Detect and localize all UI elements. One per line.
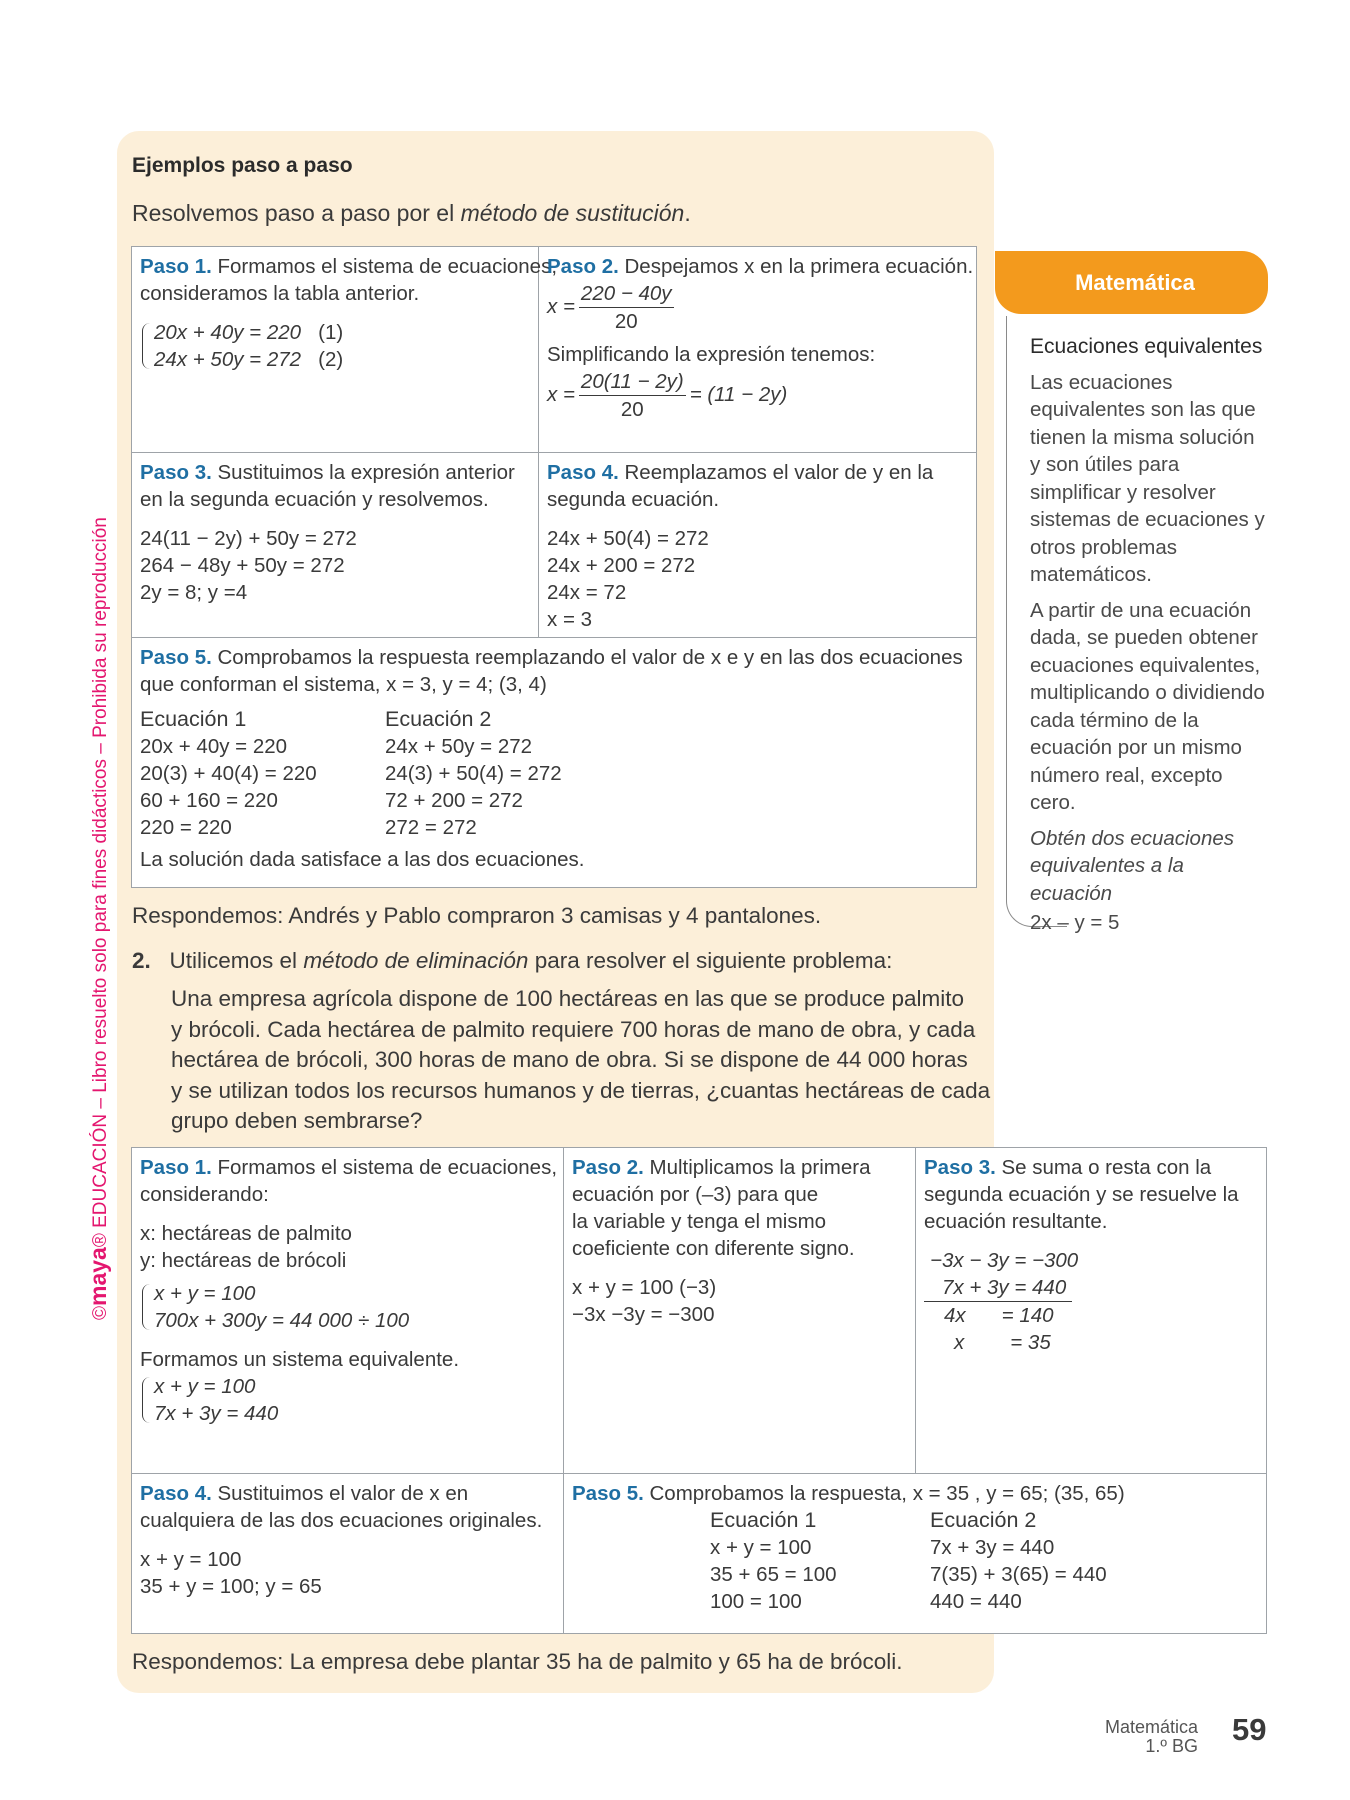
- answer-2: Respondemos: La empresa debe plantar 35 ha de palmito y 65 ha de brócoli.: [132, 1649, 903, 1674]
- t2-step-1: Paso 1. Formamos el sistema de ecuaciones, considerando: x: hectáreas de palmito y: hectáreas de brócoli x + y = 100 700x + 300y = 44 000 ÷ 100 Formamos un sistema equivalente. x + y = 100 7x + 3y = 440: [132, 1148, 564, 1474]
- problem-2-statement: Una empresa agrícola dispone de 100 hectáreas en las que se produce palmito y brócoli. Cada hectárea de palmito requiere 700 horas de mano de obra, y cada hectárea de brócoli, 300 horas de mano de obra. Si se dispone de 44 000 horas y se utilizan todos los recursos humanos y de tierras, ¿cuantas hectáreas de cada grupo deben sembrarse?: [171, 986, 991, 1133]
- sidebar-paragraph-1: Las ecuaciones equivalentes son las que tienen la misma solución y son útiles para simplificar y resolver sistemas de ecuaciones y otros problemas matemáticos.: [1030, 370, 1265, 586]
- t1-system: 20x + 40y = 220 (1) 24x + 50y = 272 (2): [140, 319, 530, 373]
- footer-subject: Matemática 1.º BG: [1104, 1717, 1198, 1756]
- elimination-table: [131, 1147, 1267, 1634]
- sidebar-title: Ecuaciones equivalentes: [1030, 335, 1263, 358]
- intro-text: Resolvemos paso a paso por el método de sustitución.: [132, 200, 691, 226]
- t1-eq2-column: Ecuación 2 24x + 50y = 272 24(3) + 50(4) = 272 72 + 200 = 272 272 = 272: [385, 707, 562, 839]
- t1-step-5: Paso 5. Comprobamos la respuesta reemplazando el valor de x e y en las dos ecuaciones que conforman el sistema, x = 3, y = 4; (3, 4) Ecuación 1 20x + 40y = 220 20(3) + 40(4) = 220 60 + 160 = 220 220 = 220 Ecuación 2 24x + 50y = 272 24(3) + 50(4) = 272 72 + 200 = 272 272 = 272 La solución dada satisface a las dos ecuaciones.: [140, 646, 963, 871]
- answer-1: Respondemos: Andrés y Pablo compraron 3 camisas y 4 pantalones.: [132, 903, 822, 928]
- sidebar-tab-title: Matemática: [1075, 270, 1195, 295]
- t2-eq2-column: Ecuación 2 7x + 3y = 440 7(35) + 3(65) = 440 440 = 440: [930, 1508, 1107, 1613]
- page-number: 59: [1232, 1712, 1267, 1747]
- section-heading: Ejemplos paso a paso: [132, 154, 353, 177]
- sidebar-exercise: Obtén dos ecuaciones equivalentes a la ecuación: [1030, 826, 1234, 905]
- sidebar-content: [1030, 333, 1270, 945]
- t2-step-4: Paso 4. Sustituimos el valor de x en cualquiera de las dos ecuaciones originales. x + y = 100 35 + y = 100; y = 65: [132, 1474, 564, 1633]
- t1-eq1-column: Ecuación 1 20x + 40y = 220 20(3) + 40(4) = 220 60 + 160 = 220 220 = 220: [140, 707, 317, 839]
- copyright-watermark: ©maya® EDUCACIÓN – Libro resuelto solo para fines didácticos – Prohibida su reproducción: [85, 517, 111, 1320]
- t2-system: x + y = 100 700x + 300y = 44 000 ÷ 100: [140, 1280, 555, 1334]
- t2-eq1-column: Ecuación 1 x + y = 100 35 + 65 = 100 100 = 100: [710, 1508, 837, 1613]
- t1-step-3: Paso 3. Sustituimos la expresión anterior en la segunda ecuación y resolvemos. 24(11 − 2y) + 50y = 272 264 − 48y + 50y = 272 2y = 8; y =4: [132, 453, 539, 638]
- t2-step-3: Paso 3. Se suma o resta con la segunda ecuación y se resuelve la ecuación resultante. −3x − 3y = −300 7x + 3y = 440 4x = 140 x = 35: [916, 1148, 1266, 1474]
- t2-step-2: Paso 2. Multiplicamos la primera ecuación por (–3) para que la variable y tenga el mismo coeficiente con diferente signo. x + y = 100 (−3) −3x −3y = −300: [564, 1148, 916, 1474]
- t1-step-4: Paso 4. Reemplazamos el valor de y en la segunda ecuación. 24x + 50(4) = 272 24x + 200 = 272 24x = 72 x = 3: [539, 453, 976, 638]
- sidebar-paragraph-2: A partir de una ecuación dada, se pueden obtener ecuaciones equivalentes, multiplicando o dividiendo cada término de la ecuación por un mismo número real, excepto cero.: [1030, 598, 1265, 814]
- t2-equivalent-system: x + y = 100 7x + 3y = 440: [140, 1373, 555, 1427]
- t1-step-1: Paso 1. Formamos el sistema de ecuaciones, consideramos la tabla anterior. 20x + 40y = 220 (1) 24x + 50y = 272 (2): [132, 247, 539, 453]
- t2-step-5: Paso 5. Comprobamos la respuesta, x = 35 , y = 65; (35, 65) Ecuación 1 x + y = 100 35 + 65 = 100 100 = 100 Ecuación 2 7x + 3y = 440 7(35) + 3(65) = 440 440 = 440: [572, 1482, 1125, 1613]
- substitution-table: [131, 246, 977, 888]
- sidebar-equation: 2x – y = 5: [1030, 911, 1120, 934]
- problem-2-lead: 2. Utilicemos el método de eliminación para resolver el siguiente problema:: [132, 948, 893, 973]
- t1-step-2: Paso 2. Despejamos x en la primera ecuación. x = $\frac{220 - 40y}{20}$ Simplificando la expresión tenemos: x = $\frac{20(11 - 2y)}{20}$ = (11 − 2y): [539, 247, 976, 453]
